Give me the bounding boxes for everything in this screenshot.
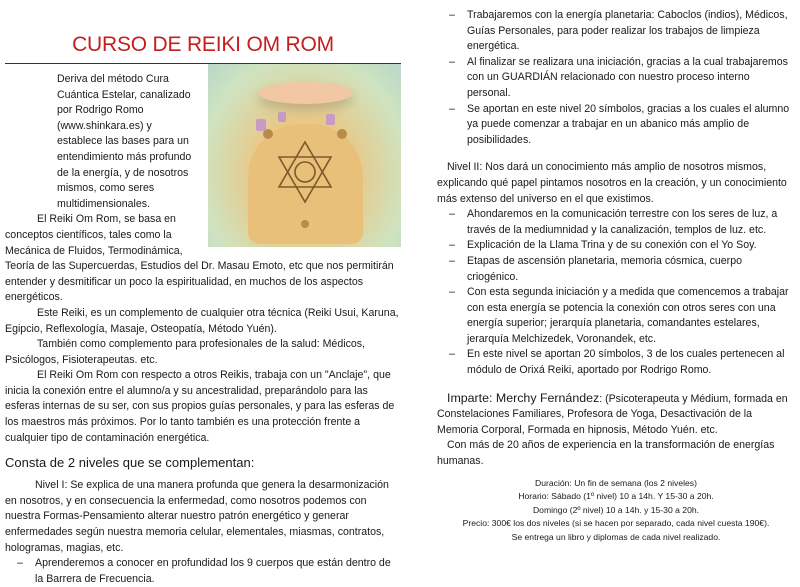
nivel-2-paragraph [437, 160, 795, 207]
course-price: Precio: 300€ los dos niveles (si se hacen por separado, cada nivel cuesta 190€). [462, 518, 770, 529]
intro-paragraph: Deriva del método Cura Cuántica Estelar, canalizado por Rodrigo Romo (www.shinkara.es) y establece las bases para un entendimiento más profundo de la energía, y de nosotros mismos, como seres multidimensionales. [57, 73, 192, 210]
reiki-hands-image [208, 64, 401, 247]
nivel-2-bullet: – Etapas de ascensión planetaria, memoria cósmica, cuerpo criogénico. [437, 254, 795, 285]
course-duration: Duración: Un fin de semana (los 2 niveles) [535, 477, 697, 488]
imparte-paragraph [437, 391, 795, 439]
health-paragraph: También como complemento para profesionales de la salud: Médicos, Psicólogos, Fisioterapeutas. etc. [5, 338, 365, 366]
complement-paragraph: Este Reiki, es un complemento de cualquier otra técnica (Reiki Usui, Karuna, Egipcio, Reflexología, Masaje, Osteopatía, Método Yuén). [5, 306, 399, 335]
imparte-label: Imparte: Merchy Fernández [447, 390, 600, 405]
left-column [5, 0, 401, 587]
anclaje-paragraph: El Reiki Om Rom con respecto a otros Reikis, trabaja con un "Anclaje", que inicia la conexión entre el alumno/a y su ancestralidad, preparándolo para las esferas internas de su ser, con sus propios guías personales, y para las esferas de los maestros más próximos. Por lo tanto también es una protección frente a cualquier tipo de contaminación energética. [5, 369, 395, 444]
course-schedule-saturday: Horario: Sábado (1º nivel) 10 a 14h. Y 15-30 a 20h. [518, 491, 714, 502]
levels-heading: Consta de 2 niveles que se complementan: [5, 455, 255, 471]
experience-paragraph: Con más de 20 años de experiencia en la transformación de energías humanas. [437, 439, 775, 468]
nivel-1-bullet: – Trabajaremos con la energía planetaria: Caboclos (indios), Médicos, Guías Personales, para poder realizar los trabajos de limpieza energética. [437, 8, 795, 55]
page-title: CURSO DE REIKI OM ROM [72, 33, 334, 56]
right-column [437, 8, 795, 545]
nivel-2-bullet: – Explicación de la Llama Trina y de su conexión con el Yo Soy. [437, 238, 795, 254]
course-schedule-sunday: Domingo (2º nivel) 10 a 14h. y 15-30 a 20h. [532, 504, 700, 515]
nivel-2-bullet: – Ahondaremos en la comunicación terrestre con los seres de luz, a través de la mediumnidad y la canalización, templos de luz. etc. [437, 207, 795, 238]
imparte-text: : (Psicoterapeuta y Médium, formada en Constelaciones Familiares, Profesora de Yoga, Desactivación de la Memoria Corporal, Formada en hipnosis, Método Yuén. etc. [437, 392, 788, 436]
nivel-2-label: Nivel II [447, 161, 480, 174]
nivel-1-bullet: – Se aportan en este nivel 20 símbolos, gracias a los cuales el alumno ya puede comenzar a trabajar en un abanico más amplio de posibilidades. [437, 102, 795, 149]
nivel-1-bullet: – Al finalizar se realizara una iniciación, gracias a la cual trabajaremos con un GUARDIÁN relacionado con nuestro proceso interno personal. [437, 55, 795, 102]
nivel-2-text: : Nos dará un conocimiento más amplio de nosotros mismos, explicando qué papel pintamos nosotros en la creación, y un conocimiento más extenso del universo en el que existimos. [437, 161, 787, 205]
nivel-1-paragraph [5, 478, 401, 556]
course-materials: Se entrega un libro y diplomas de cada nivel realizado. [511, 532, 721, 542]
science-paragraph: El Reiki Om Rom, se basa en conceptos científicos, tales como la Mecánica de Fluidos, Termodinámica, Teoría de las Supercuerdas, Estudios del Dr. Masau Emoto, etc que nos permitirán entender y desmitificar un poco la espiritualidad, en muchos de los aspectos energéticos. [5, 213, 394, 304]
nivel-1-bullet: – Aprenderemos a conocer en profundidad los 9 cuerpos que están dentro de la Barrera de Frecuencia. [5, 556, 401, 587]
star-symbol-icon [208, 64, 401, 247]
nivel-2-bullet: – Con esta segunda iniciación y a medida que comencemos a trabajar con esta energía se potencia la conexión con otros seres con una energía superior; jerarquía planetaria, comandantes estelares, jerarquía Melchizedek, Voronandek, etc. [437, 285, 795, 347]
nivel-1-text: : Se explica de una manera profunda que genera la desarmonización en nosotros, y en consecuencia la enfermedad, como nosotros podemos con nuestra Formas-Pensamiento alterar nuestro patrón energético y generar enfermedades según nuestra memoria celular, elementales, miasmas, contratos, hologramas, magias, etc. [5, 479, 389, 554]
nivel-1-label: Nivel I [35, 479, 65, 492]
nivel-2-bullet: – En este nivel se aportan 20 símbolos, 3 de los cuales pertenecen al módulo de Orixá Reiki, aportado por Rodrigo Romo. [437, 347, 795, 378]
